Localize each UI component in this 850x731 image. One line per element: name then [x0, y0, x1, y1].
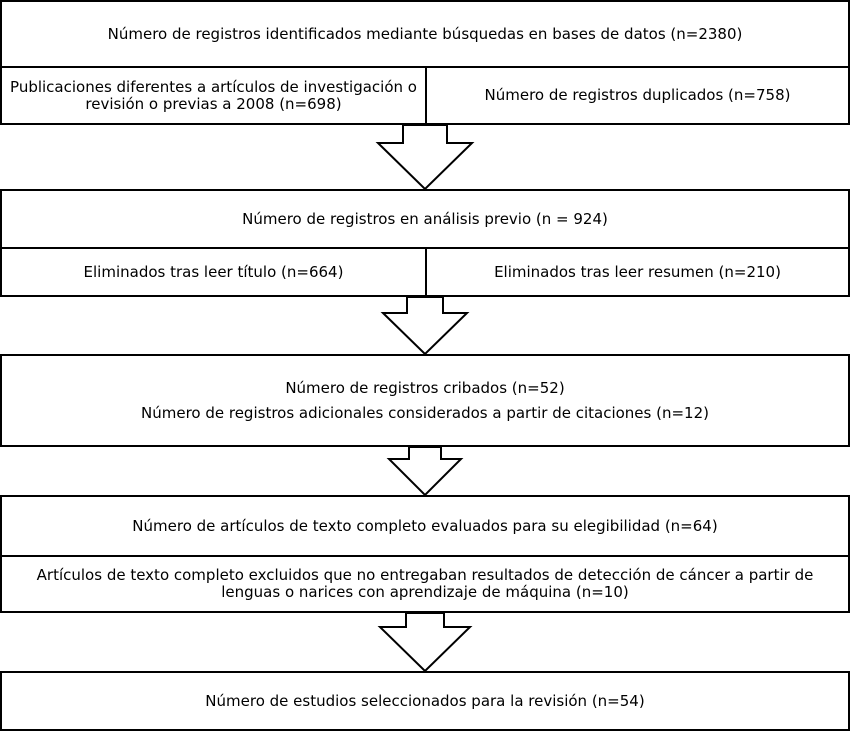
down-arrow-1	[378, 125, 472, 189]
identified-records-text: Número de registros identificados mediante búsquedas en bases de datos (n=2380)	[107, 24, 743, 43]
fulltext-excluded-text: Artículos de texto completo excluidos que no entregaban resultados de detección de cáncer a partir de lenguas o narices con aprendizaje de máquina (n=10)	[36, 566, 814, 601]
removed-title-text: Eliminados tras leer título (n=664)	[83, 262, 344, 281]
excluded-publications-text: Publicaciones diferentes a artículos de investigación o revisión o previas a 2008 (n=698)	[10, 77, 417, 113]
included-studies-text: Número de estudios seleccionados para la revisión (n=54)	[205, 691, 645, 710]
down-arrow-3	[389, 447, 461, 495]
additional-records-text: Número de registros adicionales considerados a partir de citaciones (n=12)	[141, 403, 709, 422]
screened-records-text: Número de registros cribados (n=52)	[285, 378, 565, 397]
down-arrow-2	[383, 297, 467, 354]
removed-abstract-text: Eliminados tras leer resumen (n=210)	[494, 262, 781, 281]
prior-analysis-text: Número de registros en análisis previo (n = 924)	[242, 209, 608, 228]
down-arrow-4	[380, 613, 470, 671]
duplicates-text: Número de registros duplicados (n=758)	[484, 86, 791, 104]
fulltext-assessed-text: Número de artículos de texto completo evaluados para su elegibilidad (n=64)	[132, 516, 718, 535]
